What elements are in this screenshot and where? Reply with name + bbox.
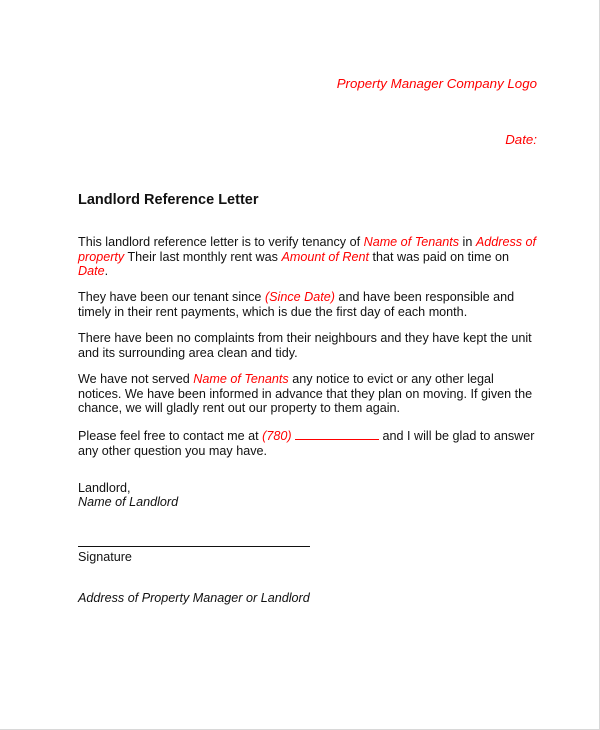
text: . bbox=[104, 264, 109, 278]
text: Please feel free to contact me at bbox=[78, 429, 263, 443]
since-date-placeholder: (Since Date) bbox=[264, 290, 335, 304]
text: They have been our tenant since bbox=[78, 290, 265, 304]
text: We have not served bbox=[78, 372, 194, 386]
text: in bbox=[459, 235, 476, 249]
company-logo-placeholder: Property Manager Company Logo bbox=[336, 76, 537, 91]
tenant-name-placeholder: Name of Tenants bbox=[193, 372, 289, 386]
text: There have been no complaints from their neighbours and they have kept the unit and its surrounding area clean and tidy. bbox=[78, 331, 532, 360]
property-address-placeholder: Address of property bbox=[78, 235, 537, 264]
tenant-name-placeholder: Name of Tenants bbox=[363, 235, 460, 249]
text: that was paid on time on bbox=[368, 249, 509, 264]
signature-line bbox=[78, 546, 310, 547]
paragraph-verification bbox=[78, 235, 538, 279]
closing-salutation: Landlord, bbox=[78, 481, 131, 495]
text: This landlord reference letter is to verify tenancy of bbox=[78, 235, 364, 249]
date-field: Date: bbox=[505, 132, 537, 147]
paragraph-conduct bbox=[78, 331, 538, 360]
paragraph-notices bbox=[78, 372, 538, 416]
signature-label: Signature bbox=[78, 550, 132, 564]
date-placeholder: Date bbox=[78, 264, 105, 278]
phone-blank-line bbox=[295, 428, 379, 440]
text: and have been responsible and timely in their rent payments, which is due the first day of each month. bbox=[78, 290, 515, 319]
letter-title: Landlord Reference Letter bbox=[78, 192, 259, 208]
paragraph-contact bbox=[78, 428, 538, 458]
phone-area-code-placeholder: (780) bbox=[262, 429, 292, 443]
text: any notice to evict or any other legal notices. We have been informed in advance that they plan on moving. If given the chance, we will gladly rent out our property to them again. bbox=[78, 372, 533, 415]
paragraph-tenancy bbox=[78, 290, 538, 319]
landlord-name-placeholder: Name of Landlord bbox=[78, 495, 179, 509]
rent-amount-placeholder: Amount of Rent bbox=[281, 249, 369, 264]
text: Their last monthly rent was bbox=[124, 249, 282, 264]
text: and I will be glad to answer any other question you may have. bbox=[78, 429, 535, 458]
landlord-address-placeholder: Address of Property Manager or Landlord bbox=[78, 591, 310, 605]
